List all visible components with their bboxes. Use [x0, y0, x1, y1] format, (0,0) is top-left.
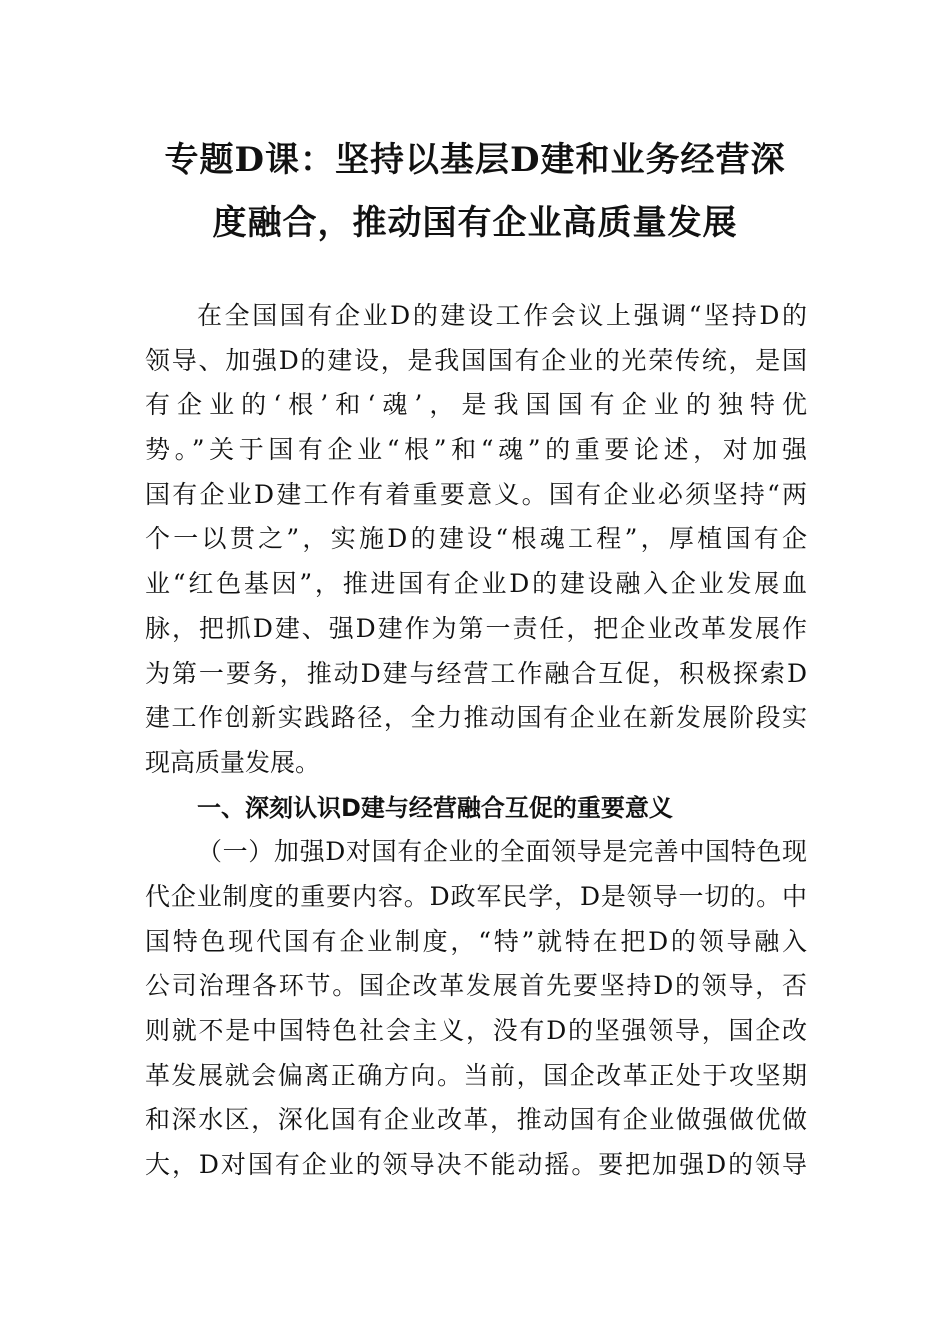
paragraph-line: 业“红色基因”，推进国有企业D的建设融入企业发展血 — [145, 569, 807, 599]
section-heading: 一、深刻认识D建与经营融合互促的重要意义 — [197, 793, 673, 822]
document-title-line-2: 度融合，推动国有企业高质量发展 — [212, 203, 738, 243]
paragraph-line: 则就不是中国特色社会主义，没有D的坚强领导，国企改 — [145, 1016, 807, 1045]
paragraph-line: 和深水区，深化国有企业改革，推动国有企业做强做优做 — [145, 1105, 807, 1135]
paragraph-line: 建工作创新实践路径，全力推动国有企业在新发展阶段实 — [145, 703, 807, 733]
paragraph-line: 领导、加强D的建设，是我国国有企业的光荣传统，是国 — [145, 345, 807, 375]
paragraph-line: 公司治理各环节。国企改革发展首先要坚持D的领导，否 — [145, 971, 807, 1001]
document-title-line-1: 专题D课：坚持以基层D建和业务经营深 — [164, 140, 786, 180]
paragraph-line: 国有企业D建工作有着重要意义。国有企业必须坚持“两 — [145, 479, 807, 509]
paragraph-line: 在全国国有企业D的建设工作会议上强调“坚持D的 — [197, 301, 807, 330]
paragraph-line: 为第一要务，推动D建与经营工作融合互促，积极探索D — [145, 658, 807, 688]
paragraph-line: 有企业的‘根’和‘魂’，是我国国有企业的独特优 — [145, 390, 807, 420]
paragraph-line: 势。”关于国有企业“根”和“魂”的重要论述，对加强 — [145, 435, 807, 465]
document-body — [145, 294, 807, 1188]
paragraph-line: 个一以贯之”，实施D的建设“根魂工程”，厚植国有企 — [145, 524, 807, 554]
paragraph-line: （一）加强D对国有企业的全面领导是完善中国特色现 — [197, 837, 807, 867]
paragraph-line: 大，D对国有企业的领导决不能动摇。要把加强D的领导 — [145, 1150, 807, 1180]
paragraph-line: 代企业制度的重要内容。D政军民学，D是领导一切的。中 — [145, 881, 807, 911]
paragraph-line: 现高质量发展。 — [145, 747, 321, 777]
paragraph-line: 革发展就会偏离正确方向。当前，国企改革正处于攻坚期 — [145, 1060, 807, 1090]
paragraph-line: 脉，把抓D建、强D建作为第一责任，把企业改革发展作 — [145, 613, 807, 643]
paragraph-line: 国特色现代国有企业制度，“特”就特在把D的领导融入 — [145, 926, 807, 956]
